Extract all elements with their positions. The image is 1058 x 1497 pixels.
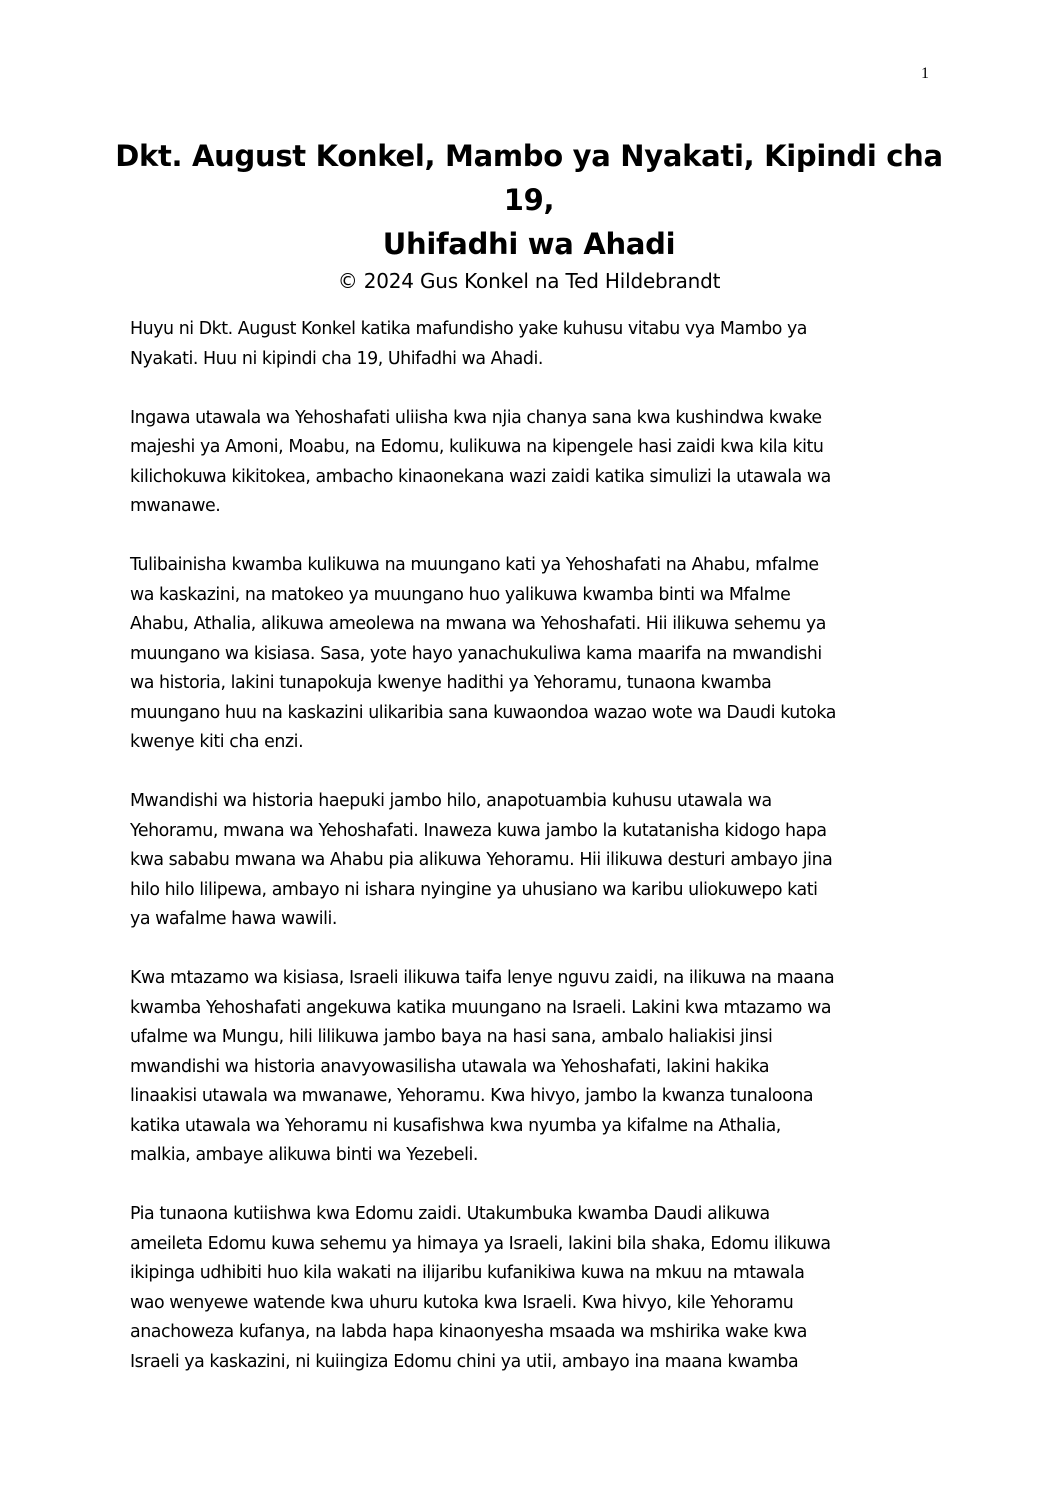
text-line: hilo hilo lilipewa, ambayo ni ishara nyingine ya uhusiano wa karibu uliokuwepo kati <box>130 879 818 900</box>
text-line: Kwa mtazamo wa kisiasa, Israeli ilikuwa taifa lenye nguvu zaidi, na ilikuwa na maana <box>130 968 835 988</box>
title-block <box>100 134 958 296</box>
text-line: malkia, ambaye alikuwa binti wa Yezebeli. <box>130 1145 478 1165</box>
text-line: majeshi ya Amoni, Moabu, na Edomu, kulikuwa na kipengele hasi zaidi kwa kila kitu <box>130 437 824 457</box>
paragraph-4 <box>130 787 920 935</box>
text-line: Nyakati. Huu ni kipindi cha 19, Uhifadhi wa Ahadi. <box>130 348 543 369</box>
paragraph-5 <box>130 964 920 1171</box>
text-line: muungano huu na kaskazini ulikaribia sana kuwaondoa wazao wote wa Daudi kutoka <box>130 702 836 723</box>
text-line: anachoweza kufanya, na labda hapa kinaonyesha msaada wa mshirika wake kwa <box>130 1322 807 1342</box>
text-line: kwa sababu mwana wa Ahabu pia alikuwa Yehoramu. Hii ilikuwa desturi ambayo jina <box>130 850 833 870</box>
text-line: ya wafalme hawa wawili. <box>130 909 337 929</box>
text-line: wa kaskazini, na matokeo ya muungano huo yalikuwa kwamba binti wa Mfalme <box>130 584 791 605</box>
page-number: 1 <box>921 65 929 82</box>
text-line: kwenye kiti cha enzi. <box>130 732 304 752</box>
text-line: mwandishi wa historia anavyowasilisha utawala wa Yehoshafati, lakini hakika <box>130 1056 770 1077</box>
text-line: ameileta Edomu kuwa sehemu ya himaya ya Israeli, lakini bila shaka, Edomu ilikuwa <box>130 1233 831 1254</box>
text-line: Mwandishi wa historia haepuki jambo hilo, anapotuambia kuhusu utawala wa <box>130 791 772 811</box>
paragraph-6 <box>130 1200 920 1377</box>
text-line: Ahabu, Athalia, alikuwa ameolewa na mwana wa Yehoshafati. Hii ilikuwa sehemu ya <box>130 614 826 634</box>
paragraph-1 <box>130 315 920 374</box>
text-line: Israeli ya kaskazini, ni kuiingiza Edomu chini ya utii, ambayo ina maana kwamba <box>130 1351 799 1372</box>
text-line: kilichokuwa kikitokea, ambacho kinaonekana wazi zaidi katika simulizi la utawala wa <box>130 466 831 487</box>
text-line: wa historia, lakini tunapokuja kwenye hadithi ya Yehoramu, tunaona kwamba <box>130 673 772 693</box>
copyright-line: © 2024 Gus Konkel na Ted Hildebrandt <box>337 269 721 293</box>
title-line-2: 19, <box>503 183 555 217</box>
text-line: kwamba Yehoshafati angekuwa katika muungano na Israeli. Lakini kwa mtazamo wa <box>130 997 832 1018</box>
paragraph-3 <box>130 551 920 758</box>
text-line: katika utawala wa Yehoramu ni kusafishwa kwa nyumba ya kifalme na Athalia, <box>130 1115 781 1136</box>
text-line: Pia tunaona kutiishwa kwa Edomu zaidi. Utakumbuka kwamba Daudi alikuwa <box>130 1204 770 1224</box>
text-line: wao wenyewe watende kwa uhuru kutoka kwa Israeli. Kwa hivyo, kile Yehoramu <box>130 1292 794 1313</box>
text-line: ikipinga udhibiti huo kila wakati na ilijaribu kufanikiwa kuwa na mkuu na mtawala <box>130 1263 805 1283</box>
text-line: ufalme wa Mungu, hili lilikuwa jambo baya na hasi sana, ambalo haliakisi jinsi <box>130 1027 773 1047</box>
text-line: mwanawe. <box>130 496 221 516</box>
text-line: Yehoramu, mwana wa Yehoshafati. Inaweza kuwa jambo la kutatanisha kidogo hapa <box>130 820 827 841</box>
title-line-3: Uhifadhi wa Ahadi <box>382 227 676 261</box>
text-line: Ingawa utawala wa Yehoshafati uliisha kwa njia chanya sana kwa kushindwa kwake <box>130 407 822 428</box>
body-text <box>130 315 920 1407</box>
text-line: muungano wa kisiasa. Sasa, yote hayo yanachukuliwa kama maarifa na mwandishi <box>130 643 822 664</box>
text-line: Huyu ni Dkt. August Konkel katika mafundisho yake kuhusu vitabu vya Mambo ya <box>130 319 808 339</box>
text-line: Tulibainisha kwamba kulikuwa na muungano kati ya Yehoshafati na Ahabu, mfalme <box>130 555 819 575</box>
paragraph-2 <box>130 404 920 522</box>
title-line-1: Dkt. August Konkel, Mambo ya Nyakati, Kipindi cha <box>115 139 943 173</box>
text-line: linaakisi utawala wa mwanawe, Yehoramu. Kwa hivyo, jambo la kwanza tunaloona <box>130 1086 814 1106</box>
